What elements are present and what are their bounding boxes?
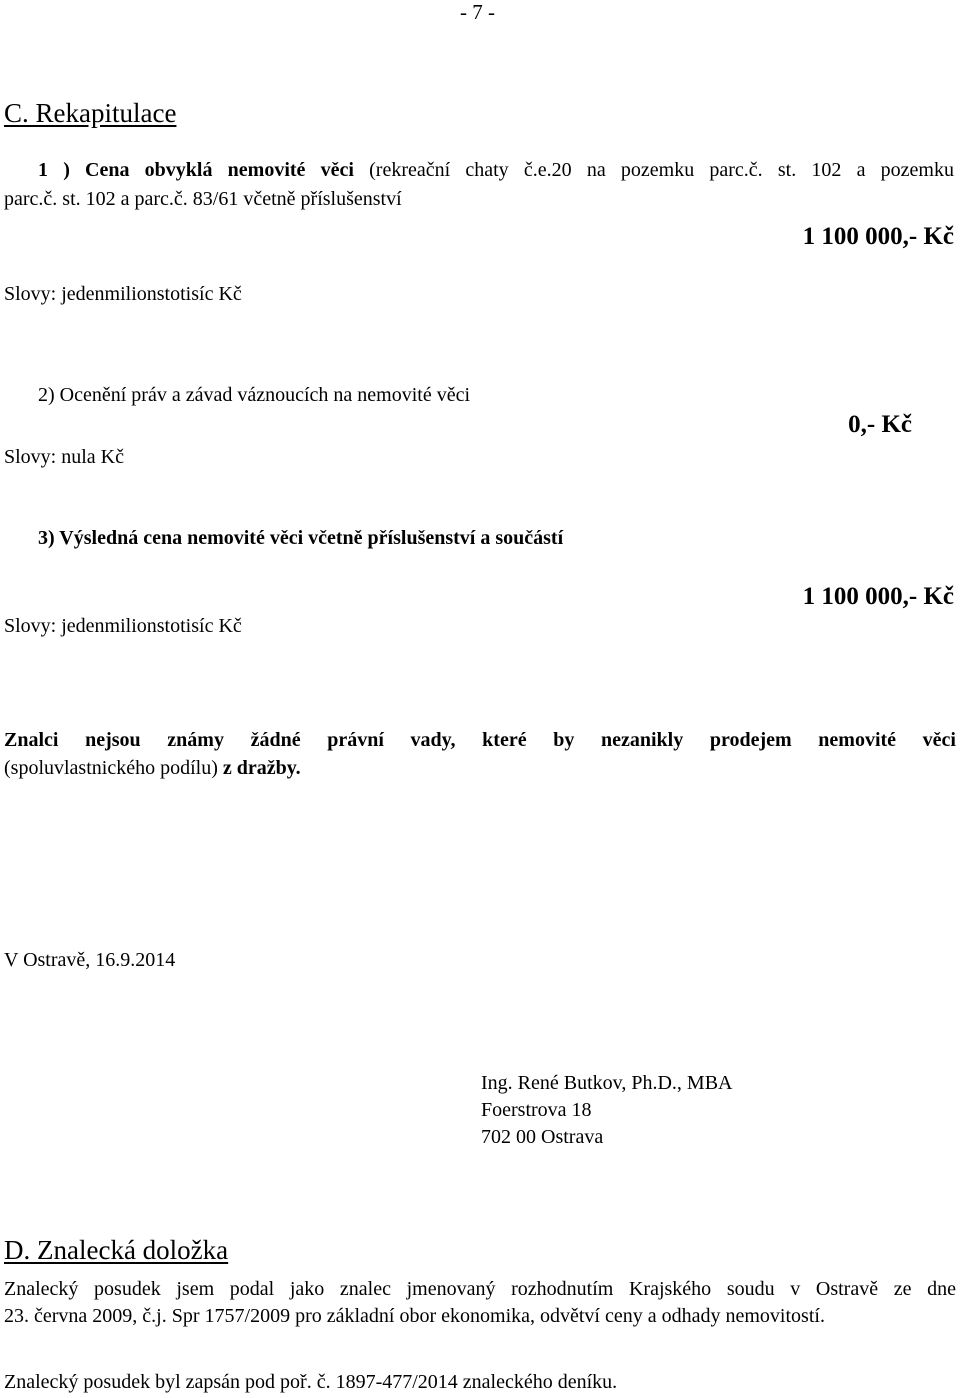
item3-title: 3) Výsledná cena nemovité věci včetně příslušenství a součástí bbox=[38, 527, 564, 549]
signature-name: Ing. René Butkov, Ph.D., MBA bbox=[481, 1072, 733, 1094]
item2-title: 2) Ocenění práv a závad váznoucích na nemovité věci bbox=[38, 384, 471, 406]
item3-words: Slovy: jedenmilionstotisíc Kč bbox=[4, 615, 242, 637]
legal-defects-notice-line1: Znalci nejsou známy žádné právní vady, které by nezanikly prodejem nemovité věci bbox=[4, 729, 956, 751]
section-heading-rekapitulace: C. Rekapitulace bbox=[4, 98, 177, 128]
item3-amount: 1 100 000,- Kč bbox=[802, 583, 954, 610]
item2-words: Slovy: nula Kč bbox=[4, 446, 124, 468]
signature-city: 702 00 Ostrava bbox=[481, 1126, 604, 1148]
notice-share-text: (spoluvlastnického podílu) bbox=[4, 757, 218, 779]
item2-amount: 0,- Kč bbox=[848, 411, 912, 438]
item1-title: 1 ) Cena obvyklá nemovité věci bbox=[38, 159, 354, 181]
dolozka-para1-line2: 23. června 2009, č.j. Spr 1757/2009 pro základní obor ekonomika, odvětví ceny a odhady nemovitostí. bbox=[4, 1305, 825, 1327]
section-heading-dolozka: D. Znalecká doložka bbox=[4, 1235, 229, 1265]
item1-words: Slovy: jedenmilionstotisíc Kč bbox=[4, 283, 242, 305]
legal-defects-notice-line2 bbox=[4, 757, 301, 780]
item1-amount: 1 100 000,- Kč bbox=[802, 223, 954, 250]
place-date: V Ostravě, 16.9.2014 bbox=[4, 949, 176, 971]
dolozka-para2: Znalecký posudek byl zapsán pod poř. č. 1897-477/2014 znaleckého deníku. bbox=[4, 1371, 618, 1393]
dolozka-para1-line1: Znalecký posudek jsem podal jako znalec jmenovaný rozhodnutím Krajského soudu v Ostravě ze dne bbox=[4, 1278, 956, 1300]
signature-street: Foerstrova 18 bbox=[481, 1099, 592, 1121]
page-number: - 7 - bbox=[460, 0, 495, 24]
item1-line1 bbox=[38, 159, 954, 182]
item1-description: (rekreační chaty č.e.20 na pozemku parc.č. st. 102 a pozemku bbox=[353, 159, 954, 181]
notice-auction-text: z dražby. bbox=[217, 757, 301, 779]
item1-line2: parc.č. st. 102 a parc.č. 83/61 včetně příslušenství bbox=[4, 188, 402, 210]
